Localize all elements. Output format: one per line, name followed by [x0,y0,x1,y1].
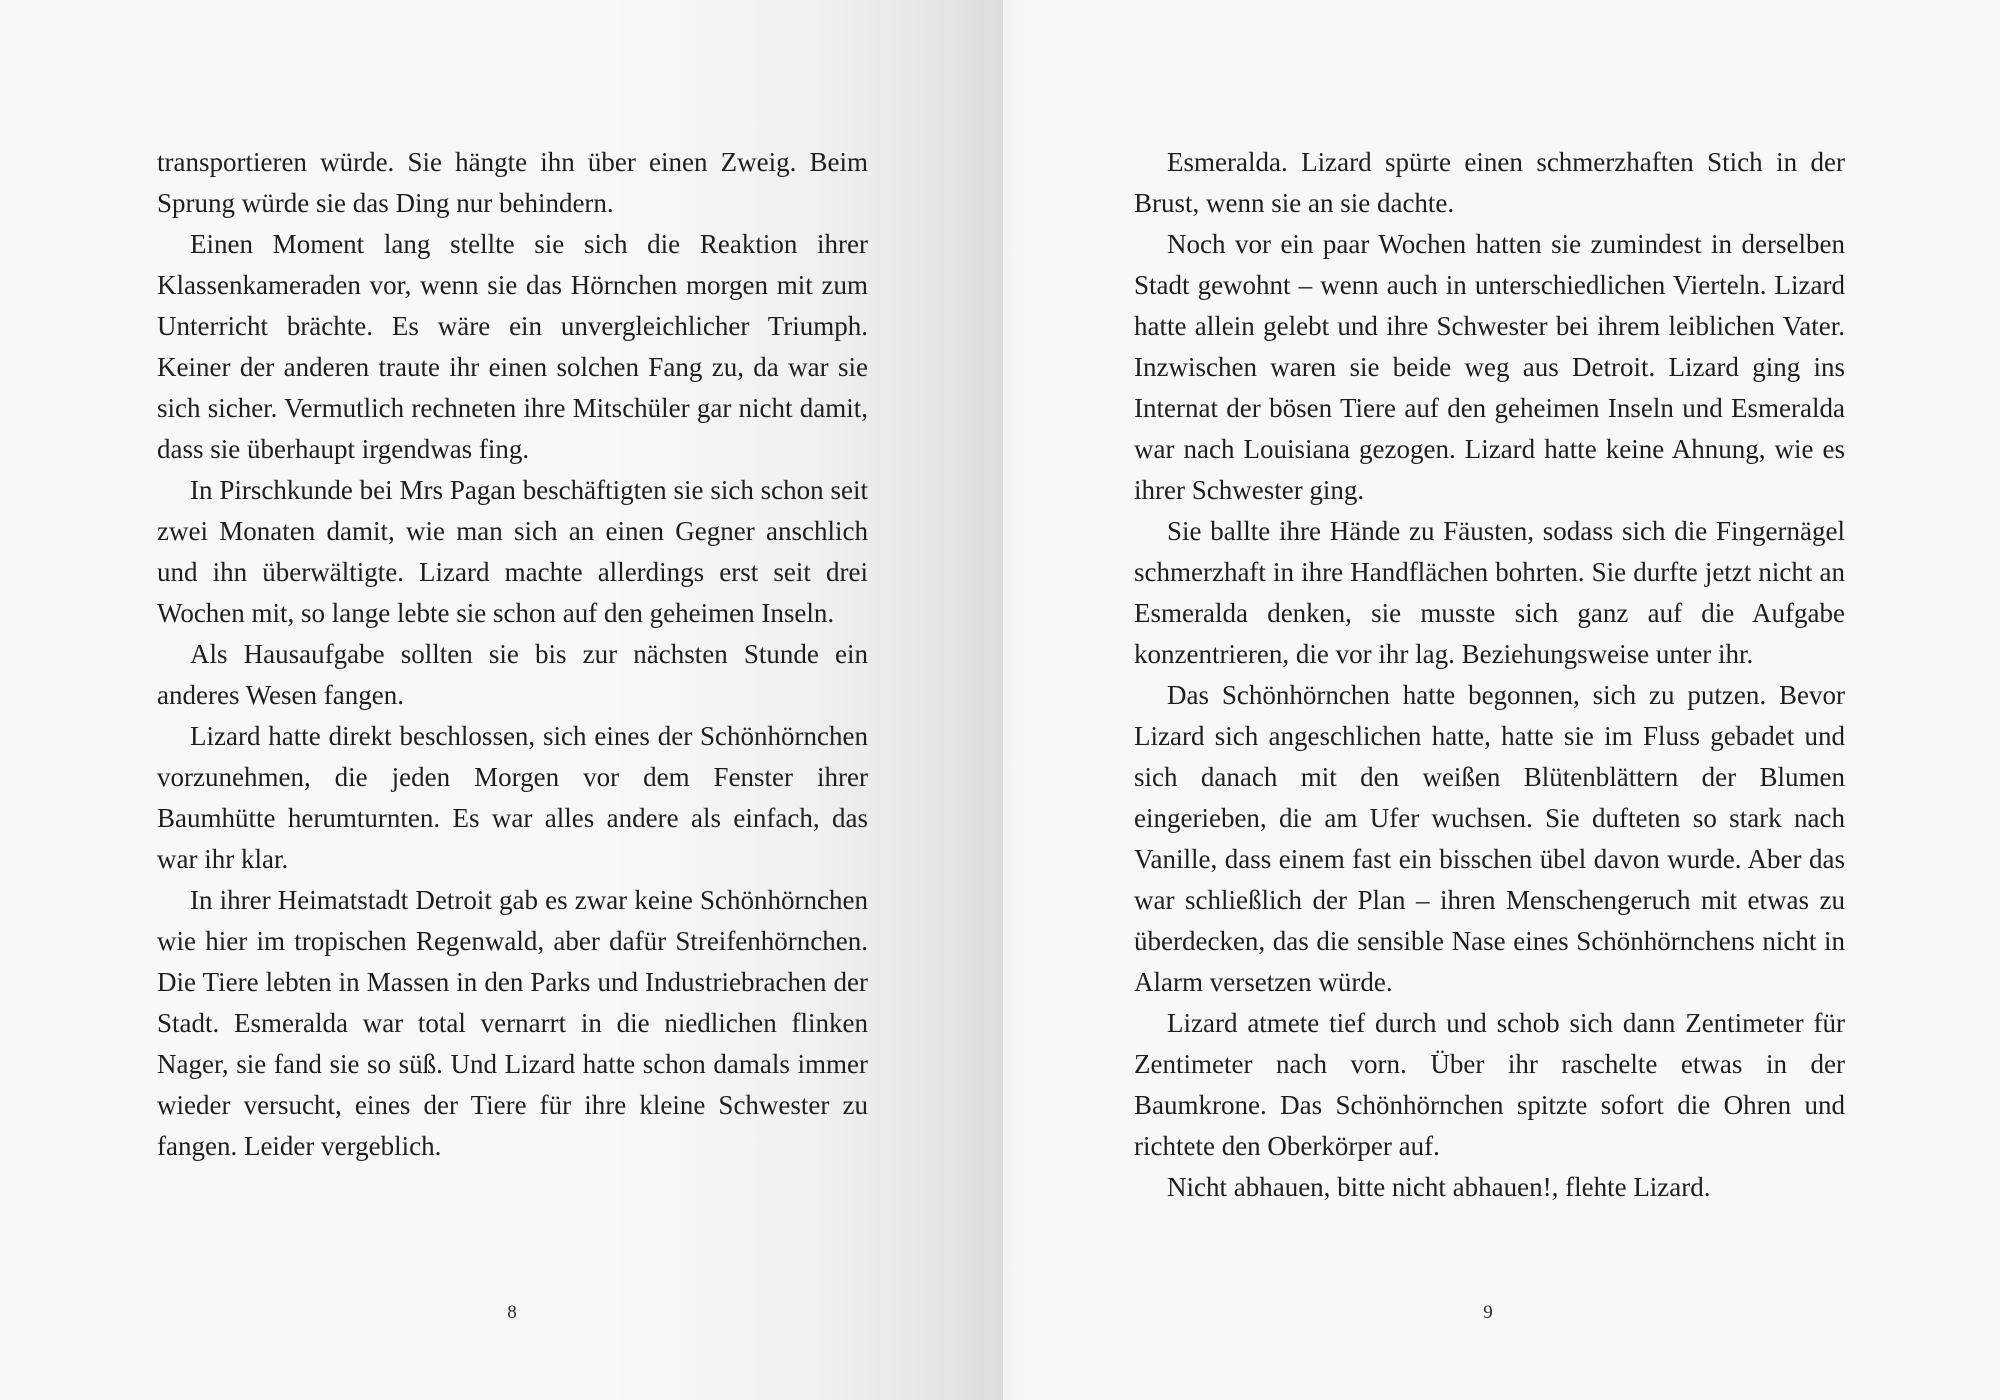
paragraph: Als Hausaufgabe sollten sie bis zur nächsten Stunde ein anderes Wesen fangen. [157,639,868,710]
paragraph: Einen Moment lang stellte sie sich die Reaktion ihrer Klassenkameraden vor, wenn sie das Hörnchen morgen mit zum Unterricht brächte. Es wäre ein unvergleichlicher Triumph. Keiner der anderen traute ihr einen solchen Fang zu, da war sie sich sicher. Vermutlich rechneten ihre Mitschüler gar nicht damit, dass sie überhaupt irgendwas fing. [157,229,868,464]
paragraph: Sie ballte ihre Hände zu Fäusten, sodass sich die Fingernägel schmerzhaft in ihre Handflächen bohrten. Sie durfte jetzt nicht an Esmeralda denken, sie musste sich ganz auf die Aufgabe konzentrieren, die vor ihr lag. Beziehungsweise unter ihr. [1134,516,1845,669]
paragraph: Lizard atmete tief durch und schob sich dann Zentimeter für Zentimeter nach vorn. Über ihr raschelte etwas in der Baumkrone. Das Schönhörnchen spitzte sofort die Ohren und richtete den Oberkörper auf. [1134,1008,1845,1161]
left-page-text [157,142,868,1167]
paragraph: Esmeralda. Lizard spürte einen schmerzhaften Stich in der Brust, wenn sie an sie dachte. [1134,147,1845,218]
page-number: 9 [1483,1302,1493,1323]
paragraph: Das Schönhörnchen hatte begonnen, sich zu putzen. Bevor Lizard sich angeschlichen hatte, hatte sie im Fluss gebadet und sich danach mit den weißen Blütenblättern der Blumen eingerieben, die am Ufer wuchsen. Sie dufteten so stark nach Vanille, dass einem fast ein bisschen übel davon wurde. Aber das war schließlich der Plan – ihren Menschengeruch mit etwas zu überdecken, das die sensible Nase eines Schönhörnchens nicht in Alarm versetzen würde. [1134,680,1845,997]
paragraph: Lizard hatte direkt beschlossen, sich eines der Schönhörnchen vorzunehmen, die jeden Morgen vor dem Fenster ihrer Baumhütte herumturnten. Es war alles andere als einfach, das war ihr klar. [157,721,868,874]
right-page [1003,0,2000,1400]
page-number: 8 [507,1302,517,1323]
paragraph: In Pirschkunde bei Mrs Pagan beschäftigten sie sich schon seit zwei Monaten damit, wie man sich an einen Gegner anschlich und ihn überwältigte. Lizard machte allerdings erst seit drei Wochen mit, so lange lebte sie schon auf den geheimen Inseln. [157,475,868,628]
paragraph: transportieren würde. Sie hängte ihn über einen Zweig. Beim Sprung würde sie das Ding nur behindern. [157,147,868,218]
paragraph: Nicht abhauen, bitte nicht abhauen!, flehte Lizard. [1167,1172,1711,1202]
paragraph: In ihrer Heimatstadt Detroit gab es zwar keine Schönhörnchen wie hier im tropischen Regenwald, aber dafür Streifenhörnchen. Die Tiere lebten in Massen in den Parks und Industriebrachen der Stadt. Esmeralda war total vernarrt in die niedlichen flinken Nager, sie fand sie so süß. Und Lizard hatte schon damals immer wieder versucht, eines der Tiere für ihre kleine Schwester zu fangen. Leider vergeblich. [157,885,868,1161]
paragraph: Noch vor ein paar Wochen hatten sie zumindest in derselben Stadt gewohnt – wenn auch in unterschiedlichen Vierteln. Lizard hatte allein gelebt und ihre Schwester bei ihrem leiblichen Vater. Inzwischen waren sie beide weg aus Detroit. Lizard ging ins Internat der bösen Tiere auf den geheimen Inseln und Esmeralda war nach Louisiana gezogen. Lizard hatte keine Ahnung, wie es ihrer Schwester ging. [1134,229,1845,505]
right-page-text [1134,142,1845,1208]
